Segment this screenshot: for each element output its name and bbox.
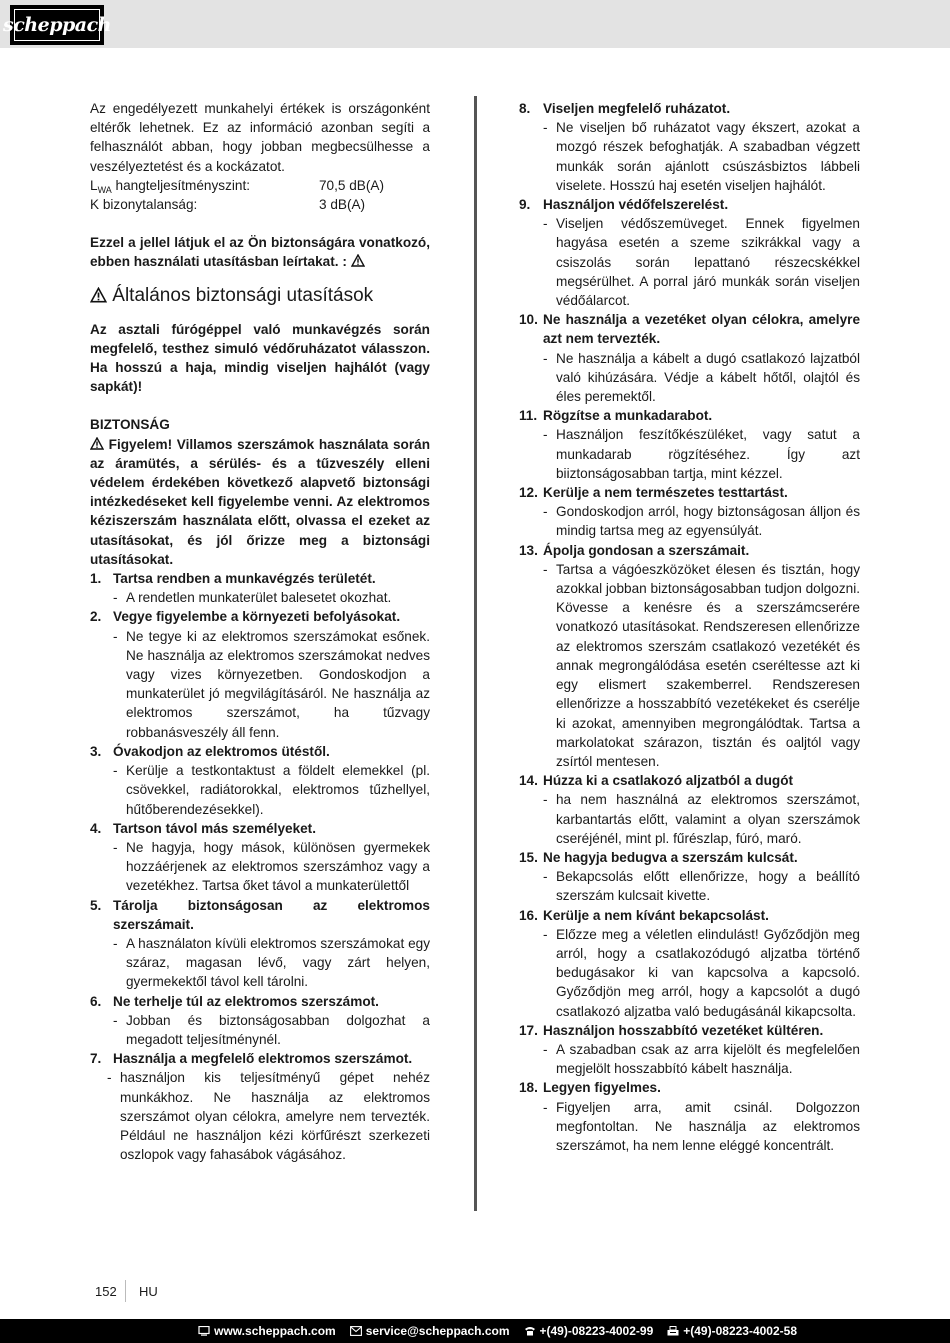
warning-triangle-icon bbox=[90, 437, 104, 450]
header-bar bbox=[0, 0, 950, 48]
measurement-row-k: K bizonytalanság: 3 dB(A) bbox=[90, 195, 430, 214]
list-item: 6. Ne terhelje túl az elektromos szerszámot. - Jobban és biztonságosabban dolgozhat a megadott teljesítménynél. bbox=[90, 993, 430, 1047]
list-item: 1. Tartsa rendben a munkavégzés területét. - A rendetlen munkaterület balesetet okozhat. bbox=[90, 571, 392, 606]
footer-separator bbox=[125, 1280, 126, 1302]
list-item: 5. Tárolja biztonságosan az elektromos szerszámait. - A használaton kívüli elektromos szerszámokat egy száraz, magasan lévő, vagy zárt helyen, gyermekektől távol kell tárolni. bbox=[90, 897, 430, 990]
phone-info: +(49)-08223-4002-99 bbox=[524, 1324, 654, 1338]
list-item: 11. Rögzítse a munkadarabot. - Használjon feszítőkészüléket, vagy satut a munkadarab rögzítéséhez. Így azt biiztonságosabban tartja, mint kézzel. bbox=[519, 408, 860, 481]
phone-icon bbox=[524, 1326, 536, 1336]
warning-paragraph: Figyelem! Villamos szerszámok használata során az áramütés, a sérülés- és a tűzveszély elleni védelem érdekében következő alapvető biztonsági intézkedéseket kell figyelembe venni. Az elektromos kéziszerszám használata előtt, olvassa el ezeket az utasításokat, és jól őrizze meg a biztonsági utasításokat. bbox=[90, 436, 430, 567]
language-code: HU bbox=[139, 1284, 158, 1299]
list-item: 14. Húzza ki a csatlakozó aljzatból a dugót - ha nem használná az elektromos szerszámot, karbantartás előtt, valamint a olyan szerszámok cseréjénél, mint pl. fűrészlap, fúró, maró. bbox=[519, 773, 860, 846]
safety-heading: BIZTONSÁG bbox=[90, 417, 170, 433]
list-item: 18. Legyen figyelmes. - Figyeljen arra, amit csinál. Dolgozzon megfontoltan. Ne használja az elektromos szerszámot, ha nem lenne eléggé koncentrált. bbox=[519, 1080, 860, 1153]
sign-note: Ezzel a jellel látjuk el az Ön biztonságára vonatkozó, ebben használati utasításban leírtakat. : bbox=[90, 235, 430, 270]
list-item: 4. Tartson távol más személyeket. - Ne hagyja, hogy mások, különösen gyermekek hozzáérjenek az elektromos szerszámhoz vagy a vezetékhez. Tartsa őket távol a munkaterülettől bbox=[90, 820, 430, 894]
fax-icon bbox=[667, 1326, 679, 1336]
list-item: 2. Vegye figyelembe a környezeti befolyásokat. - Ne tegye ki az elektromos szerszámokat esőnek. Ne használja az elektromos szerszámokat nedves vagy vizes környezetben. Gondoskodjon a munkaterület jó megvilágításáról. Ne használja az elektromos szerszámot, ha tűzvagy robbanásveszély áll fenn. bbox=[90, 609, 430, 740]
page-number: 152 bbox=[95, 1284, 117, 1299]
k-value: 3 dB(A) bbox=[319, 197, 366, 213]
contact-bar bbox=[0, 1319, 950, 1343]
list-item: 17. Használjon hosszabbító vezetéket kültéren. - A szabadban csak az arra kijelölt és megfelelően megjelölt hosszabbító kábelt használja. bbox=[519, 1022, 860, 1077]
lwa-value: 70,5 dB(A) bbox=[319, 177, 384, 193]
measurement-row-lwa: $L_{WA}$ hangteljesítményszint: 70,5 dB(A) bbox=[90, 177, 384, 195]
logo-text: scheppach bbox=[3, 14, 111, 36]
intro-paragraph: Az engedélyezett munkahelyi értékek is országonként eltérők lehetnek. Ez az információ azonban segíti a felhasználót abban, hogy jobban megbecsülhesse a veszélyeztetést és a kockázatot. bbox=[90, 101, 430, 174]
list-item: 16. Kerülje a nem kívánt bekapcsolást. - Előzze meg a véletlen elindulást! Győződjön meg arról, hogy a csatlakozódugó aljzatba történő bedugásakor ki van kapcsolva a kapcsoló. Győződjön meg arról, hogy a kapcsolót a dugó csatlakozó aljzatba való bedugásánál kikapcsolta. bbox=[519, 907, 860, 1019]
column-divider bbox=[474, 96, 477, 1211]
scheppach-logo bbox=[3, 5, 111, 45]
list-item: 8. Viseljen megfelelő ruházatot. - Ne viseljen bő ruházatot vagy ékszert, azokat a mozgó részek befoghatják. A szabadban végzett munkák során ajánlott csúszásbiztos lábbeli viselete. Hosszú haj esetén viseljen hajhálót. bbox=[519, 101, 860, 193]
list-item: 3. Óvakodjon az elektromos ütéstől. - Kerülje a testkontaktust a földelt elemekkel (pl. csövekkel, radiátorokkal, elektromos tűzhellyel, hűtőberendezésekkel). bbox=[90, 743, 430, 817]
website-link[interactable]: www.scheppach.com bbox=[198, 1324, 336, 1338]
list-item: 10. Ne használja a vezetéket olyan célokra, amelyre azt nem tervezték. - Ne használja a kábelt a dugó csatlakozó lajzatból való kihúzására. Védje a kábelt hőtől, olajtól és éles peremektől. bbox=[519, 312, 860, 405]
list-item: 9. Használjon védőfelszerelést. - Viseljen védőszemüveget. Ennek figyelmen hagyása esetén a szeme szikrákkal vagy a csiszolás során lepattanó részecskékkel megsérülhet. A porral járó munkák során viseljen védőálarcot. bbox=[519, 197, 860, 309]
monitor-icon bbox=[198, 1326, 210, 1336]
section-title: Általános biztonsági utasítások bbox=[90, 284, 430, 308]
mail-icon bbox=[350, 1326, 362, 1336]
email-link[interactable]: service@scheppach.com bbox=[350, 1324, 510, 1338]
warning-triangle-icon bbox=[351, 254, 365, 267]
warning-triangle-icon bbox=[90, 287, 107, 303]
left-column bbox=[90, 99, 430, 1164]
clothing-note: Az asztali fúrógéppel való munkavégzés során megfelelő, testhez simuló védőruházatot válasszon. Ha hosszú a haja, mindig viseljen hajhálót (vagy sapkát)! bbox=[90, 321, 430, 395]
fax-info: +(49)-08223-4002-58 bbox=[667, 1324, 797, 1338]
right-column bbox=[519, 99, 860, 1155]
list-item: 7. Használja a megfelelő elektromos szerszámot. - használjon kis teljesítményű gépet nehéz munkákhoz. Ne használja az elektromos szerszámot olyan célokra, amelyre nem tervezték. Például ne használjon kézi körfűrészt szerkezeti oszlopok vagy fahasábok vágásához. bbox=[90, 1051, 430, 1163]
list-item: 12. Kerülje a nem természetes testtartást. - Gondoskodjon arról, hogy biztonságosan álljon és mindig tartsa meg az egyensúlyát. bbox=[519, 485, 860, 539]
list-item: 13. Ápolja gondosan a szerszámait. - Tartsa a vágóeszközöket élesen és tisztán, hogy azokkal jobban biztonságosabban tudjon dolgozni. Kövesse a kenésre és a szerszámcserére vonatkozó utasításokat. Rendszeresen ellenőrizze az elektromos szerszám csatlakozó vezetékét és annak megrongálódása esetén cseréltesse azt ki egy elismert szakemberrel. Rendszeresen ellenőrizze a hosszabbító vezetékeket és cserélje ki azokat, amennyiben megrongálódtak. Tartsa a markolatokat szárazon, tisztán és oaljtól vagy zsírtól mentesen. bbox=[519, 542, 860, 769]
list-item: 15. Ne hagyja bedugva a szerszám kulcsát. - Bekapcsolás előtt ellenőrizze, hogy a beállító szerszám kulcsait kivette. bbox=[519, 849, 860, 904]
